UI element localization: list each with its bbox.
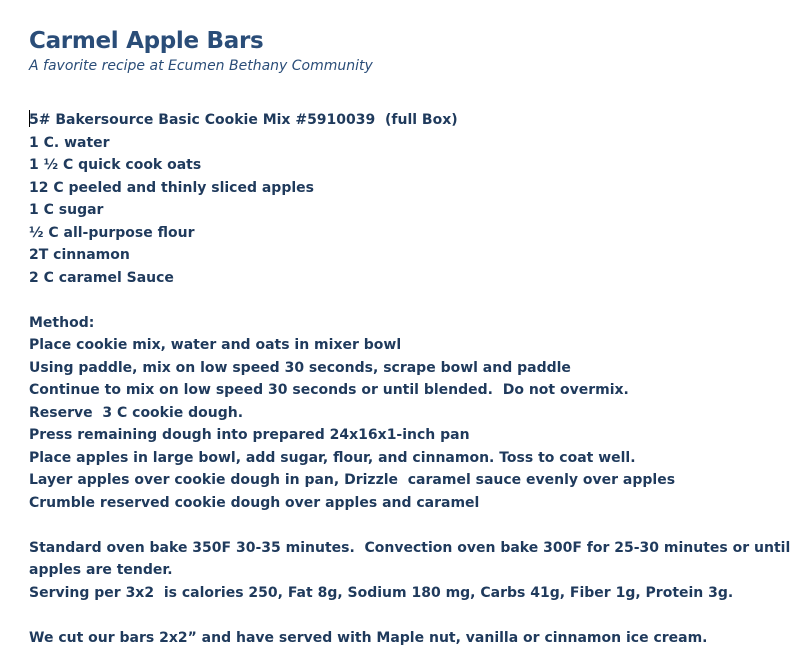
- serving-note: We cut our bars 2x2” and have served with Maple nut, vanilla or cinnamon ice cream.: [29, 629, 708, 646]
- ingredient-line: 1 ½ C quick cook oats: [29, 157, 202, 173]
- method-section: [29, 312, 789, 515]
- method-step: Place cookie mix, water and oats in mixer bowl: [29, 337, 402, 353]
- ingredient-line: ½ C all-purpose flour: [29, 224, 195, 241]
- ingredient-line: 1 C sugar: [29, 202, 104, 218]
- ingredient-line: 12 C peeled and thinly sliced apples: [29, 179, 314, 196]
- method-step: Press remaining dough into prepared 24x16x1-inch pan: [29, 427, 470, 443]
- ingredient-line: 2T cinnamon: [29, 247, 130, 263]
- baking-section: [29, 537, 789, 605]
- method-step: Using paddle, mix on low speed 30 seconds, scrape bowl and paddle: [29, 359, 571, 376]
- recipe-document: [29, 26, 789, 649]
- method-step: Reserve 3 C cookie dough.: [29, 404, 244, 421]
- method-step: Layer apples over cookie dough in pan, Drizzle caramel sauce evenly over apples: [29, 472, 676, 488]
- bake-instructions: Standard oven bake 350F 30-35 minutes. Convection oven bake 300F for 25-30 minutes or until: [29, 539, 791, 556]
- recipe-title: Carmel Apple Bars: [29, 28, 264, 54]
- bake-instructions-continued: apples are tender.: [29, 562, 173, 578]
- spacer: [29, 289, 789, 312]
- serving-info: Serving per 3x2 is calories 250, Fat 8g, Sodium 180 mg, Carbs 41g, Fiber 1g, Protein 3g.: [29, 584, 734, 601]
- ingredient-line: 5# Bakersource Basic Cookie Mix #5910039 (full Box): [29, 112, 458, 128]
- method-step: Continue to mix on low speed 30 seconds or until blended. Do not overmix.: [29, 382, 629, 398]
- method-step: Crumble reserved cookie dough over apples and caramel: [29, 494, 480, 511]
- spacer: [29, 514, 789, 537]
- ingredients-list: [29, 109, 789, 289]
- ingredient-line: 1 C. water: [29, 134, 110, 151]
- spacer: [29, 604, 789, 627]
- method-heading: Method:: [29, 314, 95, 331]
- recipe-subtitle: A favorite recipe at Ecumen Bethany Community: [29, 58, 373, 74]
- method-step: Place apples in large bowl, add sugar, flour, and cinnamon. Toss to coat well.: [29, 449, 636, 466]
- ingredient-line: 2 C caramel Sauce: [29, 269, 174, 286]
